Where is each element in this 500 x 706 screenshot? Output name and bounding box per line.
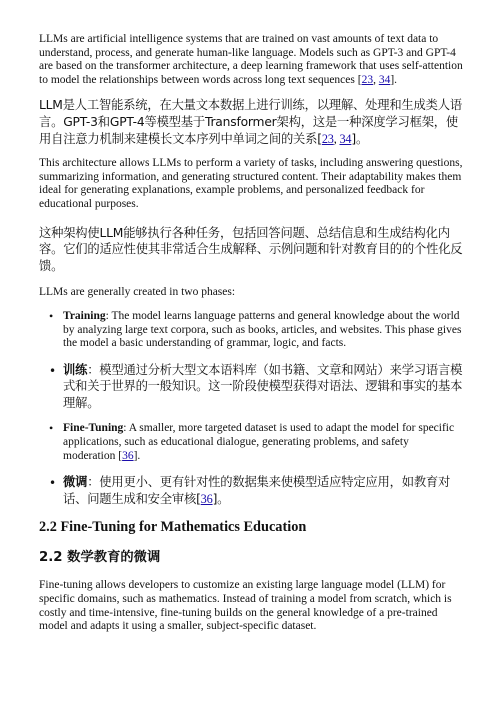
list-item-training-zh: • 训练：模型通过分析大型文本语料库（如书籍、文章和网站）来学习语言模式和关于世界的一般知识。这一阶段使模型获得对语法、逻辑和事实的基本理解。: [49, 362, 463, 410]
list-item-fine-tuning: • Fine-Tuning: A smaller, more targeted dataset is used to adapt the model for specific applications, such as educational dialogue, generating problems, and safety moderation [36].: [49, 421, 455, 462]
bullet-marker: •: [49, 421, 54, 436]
paragraph-architecture-zh: 这种架构使LLM能够执行各种任务，包括回答问题、总结信息和生成结构化内容。它们的适应性使其非常适合生成解释、示例问题和针对教育目的的个性化反馈。: [39, 225, 463, 273]
list-item-fine-tuning-zh: • 微调：使用更小、更有针对性的数据集来使模型适应特定应用，如教育对话、问题生成和安全审核[36]。: [49, 475, 451, 506]
list-item-term: 训练: [63, 362, 88, 377]
citation-link[interactable]: 34: [339, 131, 352, 146]
paragraph-fine-tuning: Fine-tuning allows developers to customize an existing large language model (LLM) for specific domains, such as mathematics. Instead of training a model from scratch, which is costly and time-intensive, fine-tuning builds on the general knowledge of a pre-trained model and adapts it using a smaller, subject-specific dataset.: [39, 579, 452, 633]
list-item-term: 微调: [63, 475, 88, 490]
citation-link[interactable]: 34: [378, 73, 391, 86]
section-heading: 2.2 Fine-Tuning for Mathematics Education: [39, 519, 307, 536]
citation-link[interactable]: 23: [361, 73, 374, 86]
citation-link[interactable]: 23: [321, 131, 334, 146]
document-page: [39, 33, 463, 634]
paragraph-phases-intro: LLMs are generally created in two phases:: [39, 286, 236, 299]
list-item-term: Fine-Tuning: [63, 422, 124, 435]
list-item-term: Training: [63, 309, 106, 322]
paragraph-llm-intro: LLMs are artificial intelligence systems that are trained on vast amounts of text data to understand, process, and generate human-like language. Models such as GPT-3 and GPT-4 are based on the transformer architecture, a deep learning framework that uses self-attention to model the relationships between words across long text sequences [23, 34].: [39, 33, 463, 86]
citation-link[interactable]: 36: [200, 491, 213, 506]
paragraph-llm-intro-zh: LLM是人工智能系统，在大量文本数据上进行训练，以理解、处理和生成类人语言。GPT-3和GPT-4等模型基于Transformer架构，这是一种深度学习框架，使用自注意力机制来建模长文本序列中单词之间的关系[23, 34]。: [39, 98, 462, 146]
paragraph-architecture: This architecture allows LLMs to perform a variety of tasks, including answering questions, summarizing information, and generating structured content. Their adaptability makes them ideal for generating explanations, example problems, and personalized feedback for educational purposes.: [39, 157, 463, 210]
list-item-training: • Training: The model learns language patterns and general knowledge about the world by analyzing large text corpora, such as books, articles, and websites. This phase gives the model a basic understanding of grammar, logic, and facts.: [49, 308, 462, 350]
section-heading-zh: 2.2 数学教育的微调: [39, 550, 161, 566]
bullet-marker: •: [49, 476, 56, 491]
phases-list: [39, 310, 463, 508]
bullet-marker: •: [49, 363, 56, 378]
bullet-marker: •: [49, 308, 54, 323]
citation-link[interactable]: 36: [122, 449, 134, 462]
